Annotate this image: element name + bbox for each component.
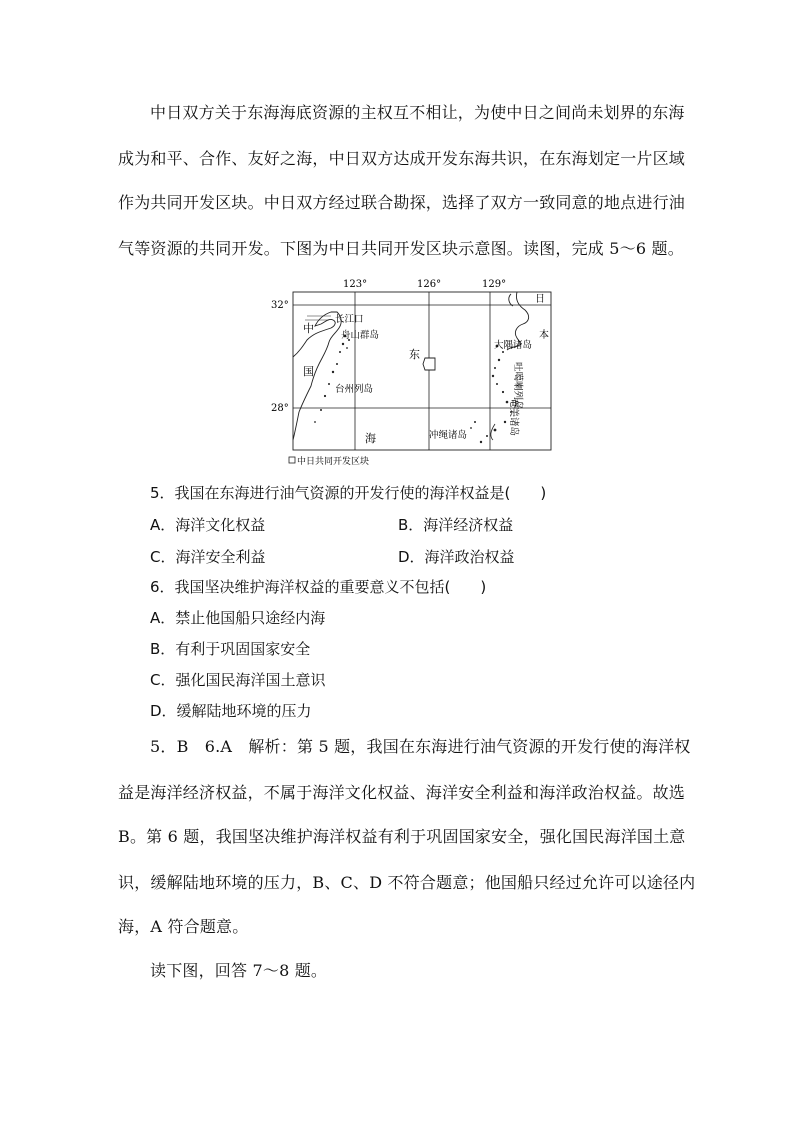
label-changjiangkou: 长江口 [335,314,364,325]
china-coastline [293,312,341,440]
lon-label-126: 126° [417,279,442,290]
intro-line-1: 中日双方关于东海海底资源的主权互不相让，为使中日之间尚未划界的东海 [150,103,685,122]
label-hai: 海 [365,432,376,445]
answer-line-5: 海，A 符合题意。 [118,917,249,936]
coastal-islands [314,335,350,423]
answer-line-2: 益是海洋经济权益，不属于海洋文化权益、海洋安全利益和海洋政治权益。故选 [118,783,686,802]
yangtze-estuary [305,316,331,320]
q5-option-d: D．海洋政治权益 [398,548,515,566]
label-ben: 本 [539,330,549,341]
label-guo: 国 [303,365,314,378]
q6-option-d: D．缓解陆地环境的压力 [150,702,312,720]
q5-option-b: B．海洋经济权益 [398,516,514,534]
legend-label: 中日共同开发区块 [297,457,370,467]
q6-option-a: A．禁止他国船只途经内海 [150,609,326,627]
answer-line-3: B。第 6 题，我国坚决维护海洋权益有利于巩固国家安全，强化国民海洋国土意 [118,827,686,846]
joint-development-block [423,358,435,370]
label-zhoushan: 舟山群岛 [341,330,380,341]
east-china-sea-map [271,272,565,468]
intro-line-3: 作为共同开发区块。中日双方经过联合勘探，选择了双方一致同意的地点进行油 [118,193,686,212]
label-dayu: 大隅诸岛 [494,340,533,351]
q5-stem: 5．我国在东海进行油气资源的开发行使的海洋权益是( ) [150,484,547,502]
lat-label-28: 28° [271,403,289,414]
q5-option-a: A．海洋文化权益 [150,516,266,534]
q6-option-b: B．有利于巩固国家安全 [150,640,311,658]
lon-label-129: 129° [482,279,507,290]
label-taizhou: 台州列岛 [335,384,374,395]
answer-line-4: 识，缓解陆地环境的压力，B、C、D 不符合题意；他国船只经过允许可以途径内 [118,873,696,892]
q5-option-c: C．海洋安全利益 [150,548,266,566]
q6-stem: 6．我国坚决维护海洋权益的重要意义不包括( ) [150,578,487,596]
answer-line-1: 5．B 6.A 解析：第 5 题，我国在东海进行油气资源的开发行使的海洋权 [150,737,691,756]
label-zhong: 中 [303,322,314,335]
legend-symbol [289,457,295,463]
label-ri: 日 [535,294,545,305]
label-amami: 奄美诸岛 [508,398,519,437]
lon-label-123: 123° [343,279,368,290]
label-dong: 东 [409,348,420,361]
label-chongsheng: 冲绳诸岛 [429,430,468,441]
q6-option-c: C．强化国民海洋国土意识 [150,671,326,689]
lat-label-32: 32° [271,300,289,311]
intro-line-4: 气等资源的共同开发。下图为中日共同开发区块示意图。读图，完成 5～6 题。 [118,239,684,258]
next-instruction: 读下图，回答 7～8 题。 [150,961,328,980]
label-tulaka: 吐噶喇列岛 [512,362,523,410]
ryukyu-islands [470,345,512,444]
intro-line-2: 成为和平、合作、友好之海，中日双方达成开发东海共识，在东海划定一片区域 [118,149,686,168]
